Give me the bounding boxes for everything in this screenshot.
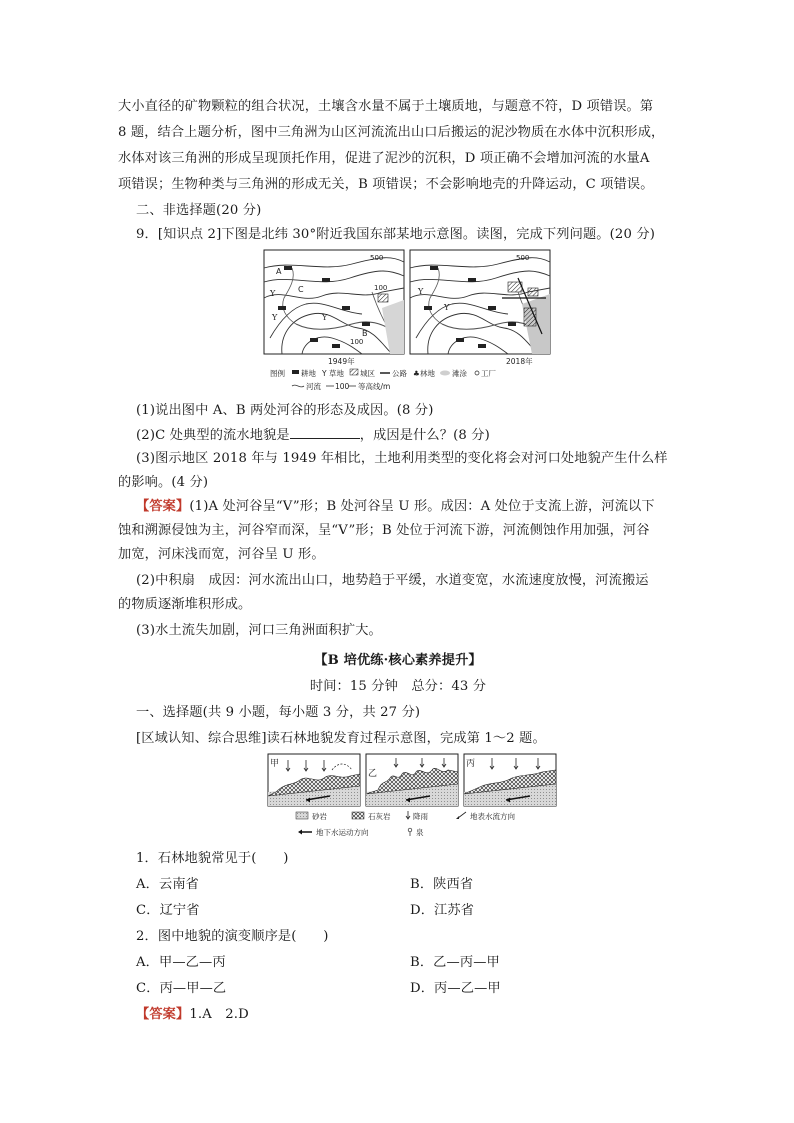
legend-river: 河流 (306, 382, 321, 391)
svg-text:Y: Y (322, 369, 327, 378)
legend-tidal-flat: 滩涂 (452, 369, 467, 378)
map-label-a: A (276, 267, 282, 276)
section-b-part1: 一、选择题(共 9 小题，每小题 3 分，共 27 分) (136, 705, 421, 720)
map-label-b: B (362, 329, 368, 338)
question-sub3: (3)图示地区 2018 年与 1949 年相比，土地利用类型的变化将会对河口处地貌产生什么样 (136, 451, 668, 466)
answer-label: 【答案】 (136, 499, 190, 514)
legend-grassland: 草地 (329, 369, 344, 378)
question-stem: 9．[知识点 2]下图是北纬 30°附近我国东部某地示意图。读图，完成下列问题。(20 分) (136, 227, 655, 242)
question-2-options (136, 952, 696, 974)
answer-text: (1)A 处河谷呈“V”形；B 处河谷呈 U 形。成因：A 处位于支流上游，河流以下 (189, 499, 655, 514)
stone-forest-figure (266, 752, 560, 844)
legend-rainfall: 降雨 (413, 812, 428, 821)
final-answer (136, 1004, 696, 1026)
contour-map-figure (262, 248, 552, 392)
contour-label-500-right: 500 (516, 254, 530, 262)
svg-text:Y: Y (322, 313, 328, 322)
paragraph-line: 项错误；生物种类与三角洲的形成无关，B 项错误；不会影响地壳的升降运动，C 项错误。 (118, 177, 654, 192)
answer-text: 1.A 2.D (189, 1007, 249, 1022)
legend-groundwater: 地下水运动方向 (316, 828, 369, 837)
option-d[interactable]: D．丙—乙—甲 (410, 981, 501, 996)
question-sub2-part2: ，成因是什么？(8 分) (359, 428, 490, 443)
answer-line: 的物质逐渐堆积形成。 (118, 597, 252, 612)
legend-limestone: 石灰岩 (368, 812, 391, 821)
question-2-options (136, 978, 696, 1000)
year-1949: 1949年 (328, 357, 355, 366)
answer-label: 【答案】 (136, 1007, 190, 1022)
section-b-time: 时间：15 分钟 总分：43 分 (309, 679, 487, 694)
question-1-stem: 1．石林地貌常见于( ) (136, 851, 289, 866)
paragraph-line: 水体对该三角洲的形成呈现顶托作用，促进了泥沙的沉积，D 项正确不会增加河流的水量A (118, 151, 650, 166)
option-c[interactable]: C．丙—甲—乙 (136, 981, 227, 996)
option-a[interactable]: A．云南省 (136, 877, 200, 892)
svg-text:Y: Y (418, 287, 424, 296)
option-d[interactable]: D．江苏省 (410, 903, 475, 918)
legend-contour: 等高线/m (358, 382, 391, 391)
panel-label-yi: 乙 (368, 769, 378, 779)
answer-line: (2)中积扇 成因：河水流出山口，地势趋于平缓，水道变宽，水流速度放慢，河流搬运 (136, 573, 649, 588)
legend-farmland: 耕地 (301, 369, 316, 378)
legend-sandstone: 砂岩 (312, 812, 327, 821)
option-a[interactable]: A．甲—乙—丙 (136, 955, 226, 970)
svg-text:Y: Y (272, 313, 278, 322)
question-sub3-cont: 的影响。(4 分) (118, 475, 209, 490)
legend-contour-value: 100 (335, 382, 350, 391)
paragraph-line: 大小直径的矿物颗粒的组合状况，土壤含水量不属于土壤质地，与题意不符，D 项错误。第 (118, 99, 654, 114)
answer-blank[interactable] (290, 424, 360, 439)
svg-text:Y: Y (444, 303, 450, 312)
question-2-stem: 2．图中地貌的演变顺序是( ) (136, 929, 329, 944)
panel-label-bing: 丙 (466, 759, 476, 769)
question-1-options (136, 874, 696, 896)
legend-title: 图例 (270, 369, 285, 378)
panel-bing (464, 754, 556, 806)
panel-yi (366, 754, 458, 806)
section-b-title: 【B 培优练·核心素养提升】 (314, 653, 482, 668)
contour-label-500: 500 (370, 254, 384, 262)
answer-line (136, 496, 696, 518)
contour-label-100: 100 (374, 284, 388, 292)
option-b[interactable]: B．陕西省 (410, 877, 474, 892)
question-sub2-part1: (2)C 处典型的流水地貌是 (136, 428, 290, 443)
legend-forest: 林地 (420, 369, 435, 378)
panel-label-jia: 甲 (270, 759, 280, 769)
question-sub2 (136, 424, 696, 447)
question-1-options (136, 900, 696, 922)
question-sub1: (1)说出图中 A、B 两处河谷的形态及成因。(8 分) (136, 403, 434, 418)
legend-factory: 工厂 (481, 369, 496, 378)
section-title: 二、非选择题(20 分) (136, 203, 262, 218)
answer-line: 蚀和溯源侵蚀为主，河谷窄而深，呈“V”形；B 处位于河流下游，河流侧蚀作用加强，河谷 (118, 523, 650, 538)
panel-jia (268, 754, 360, 806)
option-b[interactable]: B．乙—丙—甲 (410, 955, 500, 970)
svg-text:♣: ♣ (413, 369, 420, 378)
legend-road: 公路 (392, 369, 407, 378)
map-label-c: C (298, 285, 304, 294)
contour-label-100-b: 100 (350, 338, 364, 346)
year-2018: 2018年 (506, 357, 533, 366)
map-1949 (264, 250, 404, 354)
question-group-stem: [区域认知、综合思维]读石林地貌发育过程示意图，完成第 1～2 题。 (136, 731, 546, 746)
answer-line: (3)水土流失加剧，河口三角洲面积扩大。 (136, 623, 382, 638)
answer-line: 加宽，河床浅而宽，河谷呈 U 形。 (118, 547, 325, 562)
legend-surface-flow: 地表水流方向 (470, 812, 515, 821)
legend-spring: 泉 (416, 828, 424, 837)
legend-urban: 城区 (360, 369, 375, 378)
svg-text:Y: Y (270, 289, 276, 298)
option-c[interactable]: C．辽宁省 (136, 903, 200, 918)
paragraph-line: 8 题，结合上题分析，图中三角洲为山区河流流出山口后搬运的泥沙物质在水体中沉积形成， (118, 125, 665, 140)
map-2018 (410, 250, 550, 354)
